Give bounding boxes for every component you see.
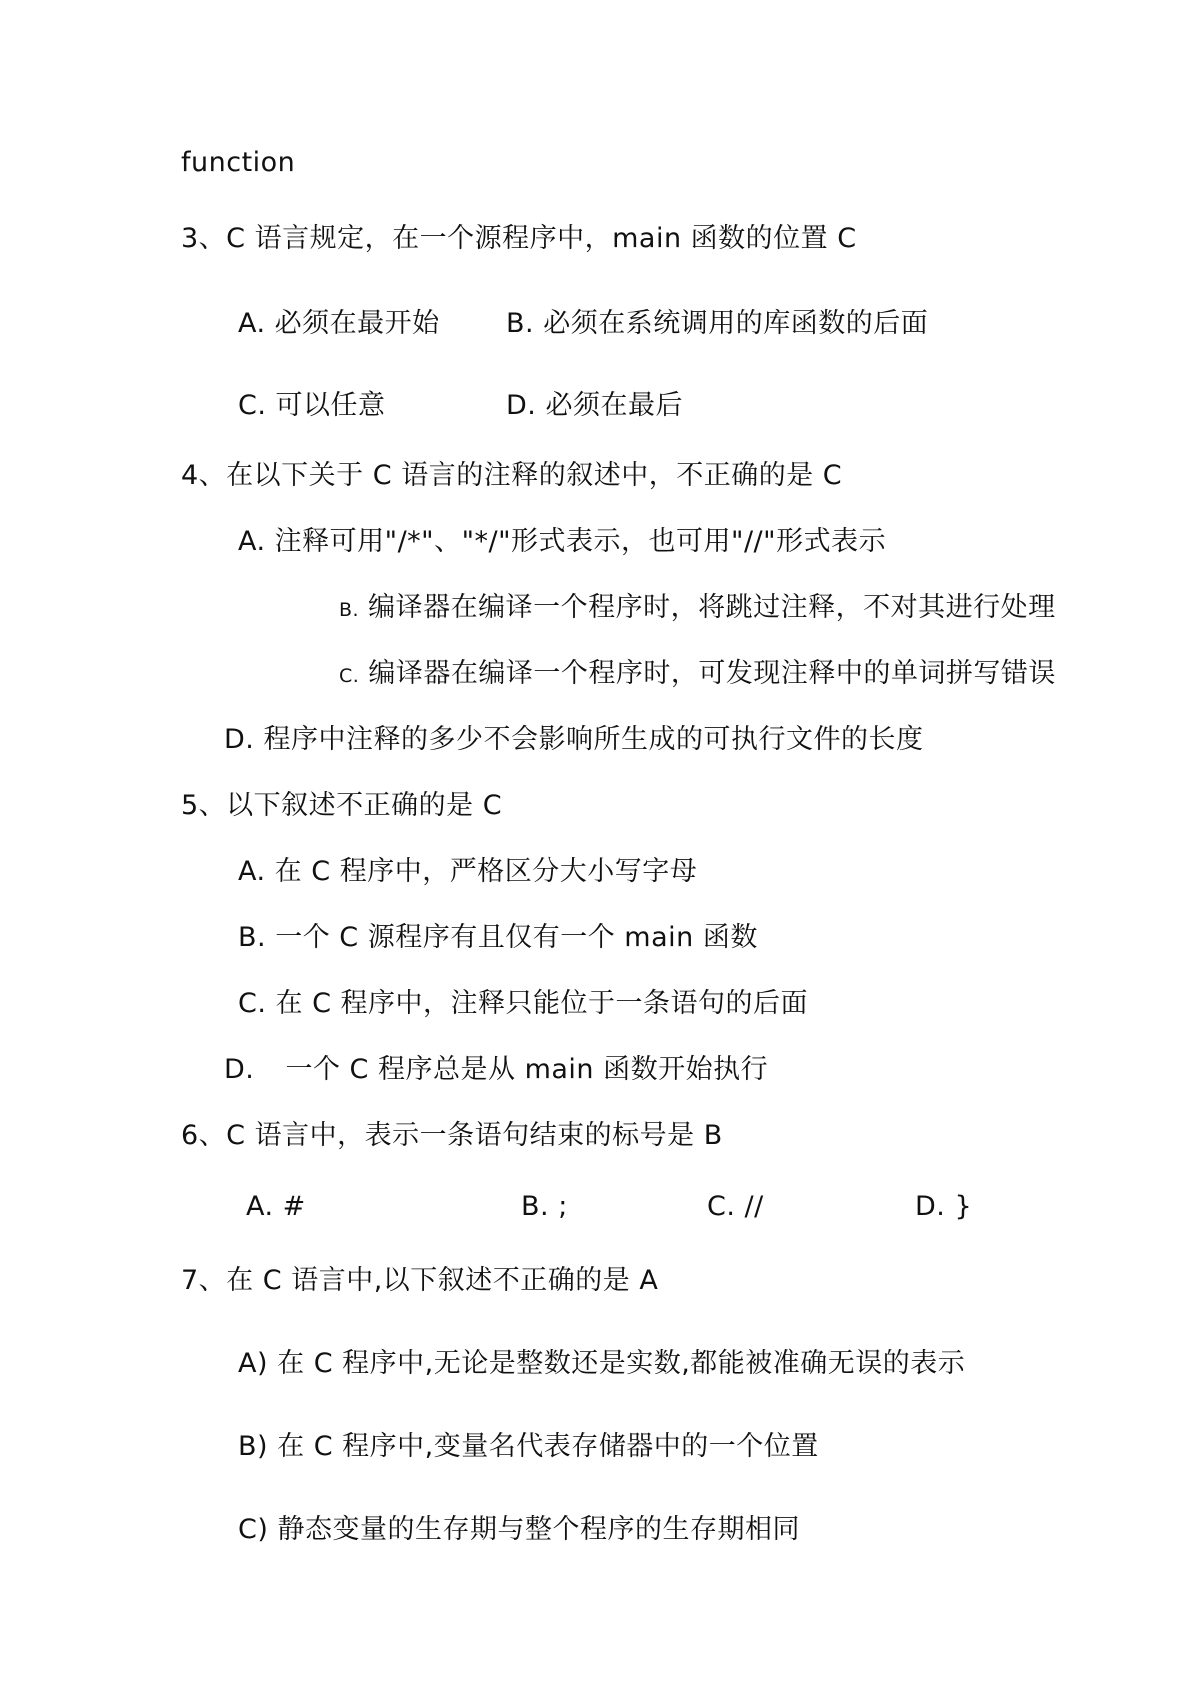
question-3-option-d bbox=[506, 389, 683, 423]
question-5-option-c bbox=[238, 987, 808, 1021]
option-letter: D. bbox=[506, 390, 537, 421]
question-5-stem: 5、以下叙述不正确的是 C bbox=[181, 790, 503, 821]
question-4-option-d bbox=[224, 723, 923, 757]
option-text: 必须在系统调用的库函数的后面 bbox=[543, 308, 929, 339]
question-4-option-b bbox=[339, 591, 1056, 627]
question-5-option-d bbox=[224, 1053, 768, 1087]
question-4-stem: 4、在以下关于 C 语言的注释的叙述中，不正确的是 C bbox=[181, 460, 843, 491]
option-text: 在 C 程序中，严格区分大小写字母 bbox=[274, 856, 698, 887]
option-letter: C. bbox=[238, 390, 267, 421]
option-text: 一个 C 源程序有且仅有一个 main 函数 bbox=[275, 922, 758, 953]
option-text: 在 C 程序中，注释只能位于一条语句的后面 bbox=[275, 988, 809, 1019]
option-letter: B. bbox=[506, 308, 535, 339]
question-4-option-c bbox=[339, 657, 1056, 693]
option-text: 静态变量的生存期与整个程序的生存期相同 bbox=[277, 1514, 800, 1545]
option-letter: A. bbox=[246, 1191, 274, 1222]
lead-text: function bbox=[181, 147, 296, 178]
option-text: # bbox=[282, 1191, 306, 1222]
question-6-option-c bbox=[707, 1190, 764, 1224]
option-text: 注释可用"/*"、"*/"形式表示，也可用"//"形式表示 bbox=[274, 526, 887, 557]
option-letter: B. bbox=[521, 1191, 550, 1222]
question-7-stem: 7、在 C 语言中,以下叙述不正确的是 A bbox=[181, 1265, 659, 1296]
option-text: 必须在最开始 bbox=[274, 308, 440, 339]
question-6-option-d bbox=[915, 1190, 972, 1224]
option-text: 在 C 程序中,变量名代表存储器中的一个位置 bbox=[277, 1431, 819, 1462]
question-7-option-a bbox=[238, 1347, 965, 1381]
question-3-option-a bbox=[238, 307, 440, 341]
option-letter: B. bbox=[339, 599, 360, 621]
option-text: } bbox=[954, 1191, 973, 1222]
option-letter: C) bbox=[238, 1514, 269, 1545]
option-text: 必须在最后 bbox=[545, 390, 683, 421]
option-letter: C. bbox=[339, 665, 360, 687]
option-letter: A. bbox=[238, 856, 266, 887]
question-6-option-b bbox=[521, 1190, 568, 1224]
option-letter: A. bbox=[238, 526, 266, 557]
option-text: 程序中注释的多少不会影响所生成的可执行文件的长度 bbox=[263, 724, 924, 755]
option-letter: A. bbox=[238, 308, 266, 339]
option-text: // bbox=[744, 1191, 764, 1222]
option-letter: D. bbox=[224, 1054, 255, 1085]
question-4-option-a bbox=[238, 525, 886, 559]
option-text: 编译器在编译一个程序时，可发现注释中的单词拼写错误 bbox=[368, 658, 1056, 689]
question-3-option-b bbox=[506, 307, 928, 341]
option-text: 在 C 程序中,无论是整数还是实数,都能被准确无误的表示 bbox=[277, 1348, 966, 1379]
question-6-option-a bbox=[246, 1190, 306, 1224]
option-letter: D. bbox=[915, 1191, 946, 1222]
question-5-option-a bbox=[238, 855, 697, 889]
option-text: ; bbox=[558, 1191, 568, 1222]
option-letter: A) bbox=[238, 1348, 269, 1379]
question-3-option-c bbox=[238, 389, 386, 423]
option-text: 编译器在编译一个程序时，将跳过注释，不对其进行处理 bbox=[368, 592, 1056, 623]
question-7-option-b bbox=[238, 1430, 819, 1464]
question-7-option-c bbox=[238, 1513, 800, 1547]
question-3-stem: 3、C 语言规定，在一个源程序中，main 函数的位置 C bbox=[181, 223, 857, 254]
option-letter: C. bbox=[238, 988, 267, 1019]
option-letter: B) bbox=[238, 1431, 269, 1462]
option-letter: B. bbox=[238, 922, 267, 953]
question-6-stem: 6、C 语言中，表示一条语句结束的标号是 B bbox=[181, 1120, 723, 1151]
option-letter: D. bbox=[224, 724, 255, 755]
option-letter: C. bbox=[707, 1191, 736, 1222]
question-5-option-b bbox=[238, 921, 758, 955]
option-text: 可以任意 bbox=[275, 390, 386, 421]
option-text: 一个 C 程序总是从 main 函数开始执行 bbox=[285, 1054, 769, 1085]
